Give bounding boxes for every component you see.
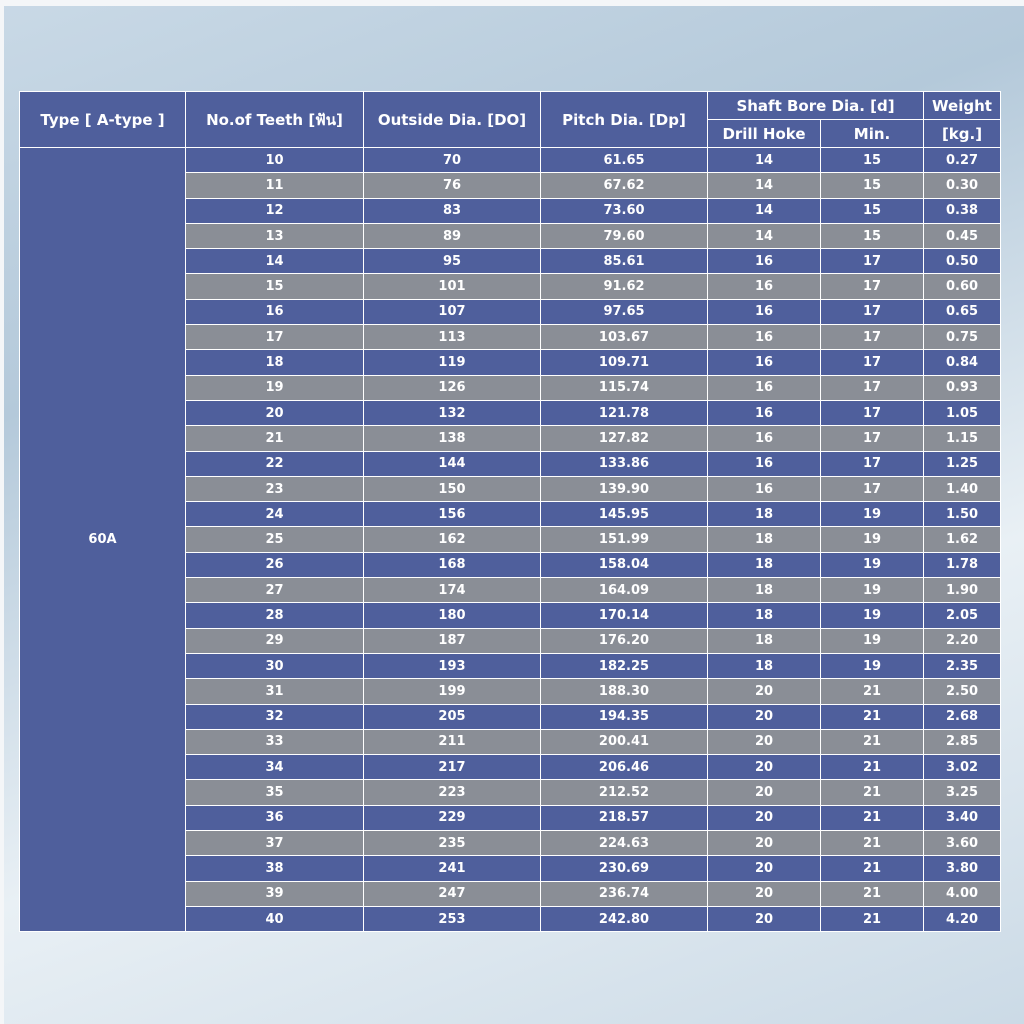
cell-weight: 0.93 <box>924 375 1001 400</box>
cell-weight: 0.30 <box>924 173 1001 198</box>
cell-teeth: 25 <box>186 527 364 552</box>
cell-weight: 1.50 <box>924 502 1001 527</box>
cell-min-bore: 15 <box>821 148 924 173</box>
cell-outside-dia: 83 <box>364 198 541 223</box>
cell-min-bore: 21 <box>821 856 924 881</box>
cell-pitch-dia: 85.61 <box>541 249 708 274</box>
cell-outside-dia: 150 <box>364 476 541 501</box>
cell-weight: 0.38 <box>924 198 1001 223</box>
header-weight-unit: [kg.] <box>924 120 1001 148</box>
cell-pitch-dia: 121.78 <box>541 400 708 425</box>
cell-min-bore: 17 <box>821 426 924 451</box>
cell-outside-dia: 132 <box>364 400 541 425</box>
cell-pitch-dia: 79.60 <box>541 223 708 248</box>
cell-min-bore: 21 <box>821 755 924 780</box>
cell-drill-hole: 14 <box>708 223 821 248</box>
cell-min-bore: 15 <box>821 198 924 223</box>
cell-pitch-dia: 188.30 <box>541 679 708 704</box>
cell-drill-hole: 20 <box>708 906 821 931</box>
cell-pitch-dia: 224.63 <box>541 831 708 856</box>
cell-outside-dia: 180 <box>364 603 541 628</box>
cell-teeth: 19 <box>186 375 364 400</box>
header-outside-dia: Outside Dia. [DO] <box>364 92 541 148</box>
cell-min-bore: 21 <box>821 831 924 856</box>
cell-pitch-dia: 145.95 <box>541 502 708 527</box>
cell-weight: 0.75 <box>924 325 1001 350</box>
cell-min-bore: 19 <box>821 502 924 527</box>
cell-drill-hole: 20 <box>708 856 821 881</box>
cell-teeth: 18 <box>186 350 364 375</box>
cell-drill-hole: 20 <box>708 679 821 704</box>
header-drill-hole: Drill Hoke <box>708 120 821 148</box>
cell-teeth: 11 <box>186 173 364 198</box>
cell-teeth: 35 <box>186 780 364 805</box>
table-header <box>20 92 1001 148</box>
cell-weight: 0.27 <box>924 148 1001 173</box>
cell-pitch-dia: 61.65 <box>541 148 708 173</box>
cell-teeth: 21 <box>186 426 364 451</box>
cell-teeth: 36 <box>186 805 364 830</box>
cell-teeth: 31 <box>186 679 364 704</box>
header-min: Min. <box>821 120 924 148</box>
cell-pitch-dia: 133.86 <box>541 451 708 476</box>
cell-min-bore: 17 <box>821 400 924 425</box>
cell-teeth: 13 <box>186 223 364 248</box>
cell-type: 60A <box>20 148 186 932</box>
cell-teeth: 33 <box>186 729 364 754</box>
cell-pitch-dia: 151.99 <box>541 527 708 552</box>
cell-weight: 1.15 <box>924 426 1001 451</box>
cell-teeth: 24 <box>186 502 364 527</box>
cell-weight: 3.25 <box>924 780 1001 805</box>
cell-weight: 2.50 <box>924 679 1001 704</box>
cell-teeth: 32 <box>186 704 364 729</box>
cell-teeth: 28 <box>186 603 364 628</box>
cell-outside-dia: 211 <box>364 729 541 754</box>
cell-drill-hole: 16 <box>708 325 821 350</box>
cell-weight: 2.68 <box>924 704 1001 729</box>
cell-min-bore: 17 <box>821 375 924 400</box>
cell-min-bore: 19 <box>821 628 924 653</box>
cell-pitch-dia: 236.74 <box>541 881 708 906</box>
header-type: Type [ A-type ] <box>20 92 186 148</box>
cell-weight: 2.20 <box>924 628 1001 653</box>
cell-min-bore: 21 <box>821 729 924 754</box>
cell-teeth: 10 <box>186 148 364 173</box>
cell-drill-hole: 20 <box>708 881 821 906</box>
cell-weight: 1.05 <box>924 400 1001 425</box>
cell-min-bore: 21 <box>821 881 924 906</box>
table-row <box>20 148 1001 173</box>
cell-pitch-dia: 158.04 <box>541 552 708 577</box>
cell-teeth: 27 <box>186 578 364 603</box>
cell-outside-dia: 144 <box>364 451 541 476</box>
cell-pitch-dia: 242.80 <box>541 906 708 931</box>
cell-outside-dia: 187 <box>364 628 541 653</box>
cell-min-bore: 15 <box>821 173 924 198</box>
cell-pitch-dia: 73.60 <box>541 198 708 223</box>
cell-drill-hole: 18 <box>708 653 821 678</box>
cell-outside-dia: 168 <box>364 552 541 577</box>
cell-outside-dia: 247 <box>364 881 541 906</box>
cell-drill-hole: 16 <box>708 274 821 299</box>
cell-pitch-dia: 109.71 <box>541 350 708 375</box>
cell-drill-hole: 20 <box>708 805 821 830</box>
cell-outside-dia: 241 <box>364 856 541 881</box>
cell-min-bore: 17 <box>821 325 924 350</box>
cell-outside-dia: 89 <box>364 223 541 248</box>
cell-pitch-dia: 182.25 <box>541 653 708 678</box>
cell-pitch-dia: 91.62 <box>541 274 708 299</box>
cell-pitch-dia: 67.62 <box>541 173 708 198</box>
cell-weight: 0.50 <box>924 249 1001 274</box>
cell-drill-hole: 18 <box>708 527 821 552</box>
cell-weight: 3.02 <box>924 755 1001 780</box>
cell-teeth: 30 <box>186 653 364 678</box>
cell-min-bore: 19 <box>821 653 924 678</box>
cell-drill-hole: 18 <box>708 603 821 628</box>
cell-min-bore: 21 <box>821 780 924 805</box>
cell-outside-dia: 205 <box>364 704 541 729</box>
cell-pitch-dia: 115.74 <box>541 375 708 400</box>
cell-weight: 4.20 <box>924 906 1001 931</box>
cell-drill-hole: 18 <box>708 578 821 603</box>
cell-pitch-dia: 103.67 <box>541 325 708 350</box>
cell-drill-hole: 14 <box>708 148 821 173</box>
header-weight: Weight <box>924 92 1001 120</box>
cell-weight: 0.65 <box>924 299 1001 324</box>
cell-weight: 2.35 <box>924 653 1001 678</box>
cell-min-bore: 21 <box>821 906 924 931</box>
cell-teeth: 40 <box>186 906 364 931</box>
cell-pitch-dia: 97.65 <box>541 299 708 324</box>
cell-pitch-dia: 194.35 <box>541 704 708 729</box>
cell-outside-dia: 193 <box>364 653 541 678</box>
cell-pitch-dia: 164.09 <box>541 578 708 603</box>
cell-teeth: 17 <box>186 325 364 350</box>
cell-drill-hole: 20 <box>708 729 821 754</box>
cell-outside-dia: 76 <box>364 173 541 198</box>
cell-pitch-dia: 127.82 <box>541 426 708 451</box>
cell-weight: 4.00 <box>924 881 1001 906</box>
cell-min-bore: 21 <box>821 704 924 729</box>
cell-teeth: 37 <box>186 831 364 856</box>
cell-teeth: 14 <box>186 249 364 274</box>
cell-pitch-dia: 170.14 <box>541 603 708 628</box>
cell-drill-hole: 18 <box>708 552 821 577</box>
cell-outside-dia: 101 <box>364 274 541 299</box>
cell-pitch-dia: 218.57 <box>541 805 708 830</box>
cell-teeth: 12 <box>186 198 364 223</box>
cell-outside-dia: 95 <box>364 249 541 274</box>
cell-teeth: 20 <box>186 400 364 425</box>
cell-weight: 3.60 <box>924 831 1001 856</box>
cell-weight: 1.25 <box>924 451 1001 476</box>
cell-weight: 0.45 <box>924 223 1001 248</box>
cell-drill-hole: 16 <box>708 476 821 501</box>
cell-weight: 0.84 <box>924 350 1001 375</box>
cell-teeth: 26 <box>186 552 364 577</box>
cell-weight: 3.40 <box>924 805 1001 830</box>
cell-teeth: 15 <box>186 274 364 299</box>
cell-drill-hole: 16 <box>708 400 821 425</box>
top-frame-edge <box>0 0 1024 6</box>
cell-pitch-dia: 230.69 <box>541 856 708 881</box>
header-shaft-bore: Shaft Bore Dia. [d] <box>708 92 924 120</box>
cell-drill-hole: 16 <box>708 375 821 400</box>
cell-drill-hole: 14 <box>708 173 821 198</box>
cell-weight: 1.90 <box>924 578 1001 603</box>
cell-drill-hole: 16 <box>708 426 821 451</box>
cell-outside-dia: 138 <box>364 426 541 451</box>
cell-outside-dia: 217 <box>364 755 541 780</box>
cell-teeth: 34 <box>186 755 364 780</box>
cell-outside-dia: 235 <box>364 831 541 856</box>
header-teeth: No.of Teeth [ฟัน] <box>186 92 364 148</box>
cell-outside-dia: 113 <box>364 325 541 350</box>
cell-outside-dia: 253 <box>364 906 541 931</box>
cell-pitch-dia: 176.20 <box>541 628 708 653</box>
cell-drill-hole: 18 <box>708 502 821 527</box>
cell-outside-dia: 119 <box>364 350 541 375</box>
cell-outside-dia: 126 <box>364 375 541 400</box>
cell-pitch-dia: 139.90 <box>541 476 708 501</box>
cell-outside-dia: 70 <box>364 148 541 173</box>
cell-drill-hole: 14 <box>708 198 821 223</box>
cell-drill-hole: 16 <box>708 249 821 274</box>
cell-min-bore: 17 <box>821 299 924 324</box>
cell-weight: 2.85 <box>924 729 1001 754</box>
cell-min-bore: 17 <box>821 249 924 274</box>
sprocket-spec-table <box>19 91 1001 932</box>
cell-min-bore: 17 <box>821 274 924 299</box>
cell-weight: 1.62 <box>924 527 1001 552</box>
cell-outside-dia: 229 <box>364 805 541 830</box>
cell-min-bore: 17 <box>821 476 924 501</box>
cell-teeth: 29 <box>186 628 364 653</box>
cell-teeth: 39 <box>186 881 364 906</box>
cell-outside-dia: 174 <box>364 578 541 603</box>
table-body <box>20 148 1001 932</box>
cell-teeth: 16 <box>186 299 364 324</box>
cell-min-bore: 15 <box>821 223 924 248</box>
cell-drill-hole: 20 <box>708 704 821 729</box>
cell-weight: 1.78 <box>924 552 1001 577</box>
cell-outside-dia: 156 <box>364 502 541 527</box>
cell-weight: 0.60 <box>924 274 1001 299</box>
cell-min-bore: 19 <box>821 578 924 603</box>
cell-drill-hole: 16 <box>708 451 821 476</box>
cell-min-bore: 19 <box>821 552 924 577</box>
cell-pitch-dia: 200.41 <box>541 729 708 754</box>
cell-min-bore: 17 <box>821 451 924 476</box>
cell-weight: 1.40 <box>924 476 1001 501</box>
header-pitch-dia: Pitch Dia. [Dp] <box>541 92 708 148</box>
cell-drill-hole: 20 <box>708 780 821 805</box>
cell-outside-dia: 199 <box>364 679 541 704</box>
cell-pitch-dia: 212.52 <box>541 780 708 805</box>
cell-min-bore: 21 <box>821 679 924 704</box>
left-frame-edge <box>0 0 4 1024</box>
cell-teeth: 22 <box>186 451 364 476</box>
cell-weight: 2.05 <box>924 603 1001 628</box>
cell-drill-hole: 18 <box>708 628 821 653</box>
cell-drill-hole: 16 <box>708 350 821 375</box>
cell-outside-dia: 162 <box>364 527 541 552</box>
cell-teeth: 23 <box>186 476 364 501</box>
cell-min-bore: 19 <box>821 527 924 552</box>
cell-outside-dia: 223 <box>364 780 541 805</box>
cell-drill-hole: 16 <box>708 299 821 324</box>
cell-min-bore: 21 <box>821 805 924 830</box>
cell-min-bore: 19 <box>821 603 924 628</box>
cell-drill-hole: 20 <box>708 831 821 856</box>
cell-min-bore: 17 <box>821 350 924 375</box>
cell-teeth: 38 <box>186 856 364 881</box>
cell-pitch-dia: 206.46 <box>541 755 708 780</box>
cell-outside-dia: 107 <box>364 299 541 324</box>
cell-weight: 3.80 <box>924 856 1001 881</box>
cell-drill-hole: 20 <box>708 755 821 780</box>
